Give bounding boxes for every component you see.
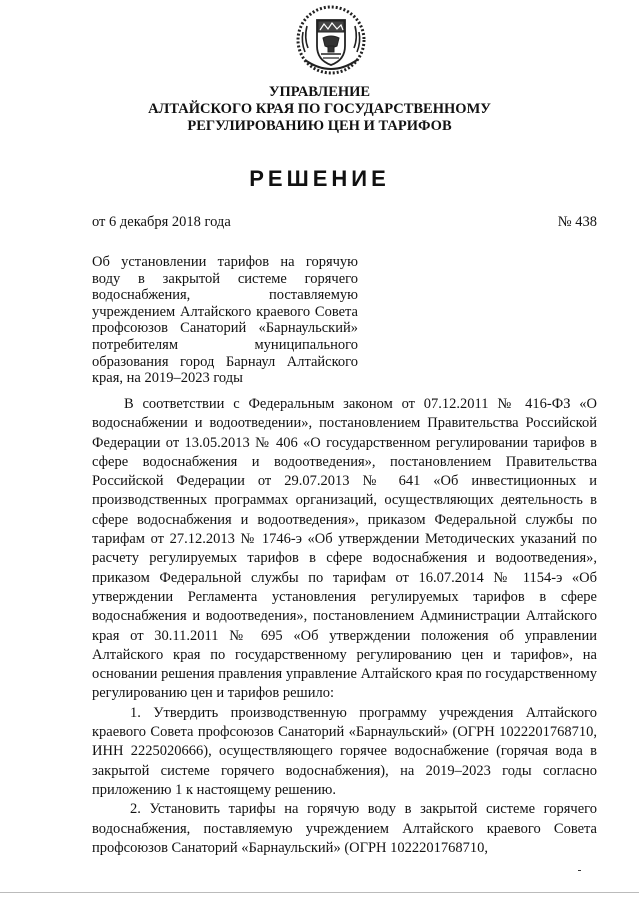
- preamble-paragraph: В соответствии с Федеральным законом от 07.12.2011 № 416-ФЗ «О водоснабжении и водоотведении», постановлением Правительства Российской Федерации от 13.05.2013 № 406 «О государственном регулировании тарифов в сфере водоснабжения и водоотведения», постановлением Правительства Российской Федерации от 29.07.2013 № 641 «Об инвестиционных и производственных программах организаций, осуществляющих деятельность в сфере водоснабжения и водоотведения», приказом Федеральной службы по тарифам от 27.12.2013 № 1746-э «Об утверждении Методических указаний по расчету регулируемых тарифов в сфере водоснабжения и водоотведения», приказом Федеральной службы по тарифам от 16.07.2014 № 1154-э «Об утверждении Регламента установления регулируемых тарифов в сфере водоснабжения и водоотведения», постановлением Администрации Алтайского края от 30.11.2011 № 695 «Об утверждении положения об управлении Алтайского края по государственному регулированию цен и тарифов», на основании решения правления управление Алтайского края по государственному регулированию цен и тарифов решило:: [92, 396, 597, 702]
- item-2-paragraph: 2. Установить тарифы на горячую воду в закрытой системе горячего водоснабжения, поставляемую учреждением Алтайского краевого Совета профсоюзов Санаторий «Барнаульский» (ОГРН 1022201768710,: [92, 801, 597, 856]
- decision-number: № 438: [557, 214, 597, 230]
- document-type-heading: РЕШЕНИЕ: [249, 166, 390, 191]
- decision-date: от 6 декабря 2018 года: [92, 214, 231, 230]
- decision-subject: Об установлении тарифов на горячую воду в закрытой системе горячего водоснабжения, поставляемую учреждением Алтайского краевого Совета профсоюзов Санаторий «Барнаульский» потребителям муниципального образования город Барнаул Алтайского края, на 2019–2023 годы: [92, 254, 358, 387]
- agency-name-line-3: РЕГУЛИРОВАНИЮ ЦЕН И ТАРИФОВ: [187, 118, 452, 134]
- coat-of-arms-emblem-icon: [293, 2, 369, 78]
- agency-name-line-1: УПРАВЛЕНИЕ: [268, 84, 371, 100]
- agency-name-line-2: АЛТАЙСКОГО КРАЯ ПО ГОСУДАРСТВЕННОМУ: [148, 101, 491, 117]
- page-bottom-rule: [0, 892, 639, 893]
- page-mark: [578, 870, 581, 871]
- document-body: [92, 395, 597, 858]
- item-1-paragraph: 1. Утвердить производственную программу учреждения Алтайского краевого Совета профсоюзов Санаторий «Барнаульский» (ОГРН 1022201768710, ИНН 2225020666), осуществляющего горячее водоснабжение (горячая вода в закрытой системе горячего водоснабжения), на 2019–2023 годы согласно приложению 1 к настоящему решению.: [92, 704, 597, 798]
